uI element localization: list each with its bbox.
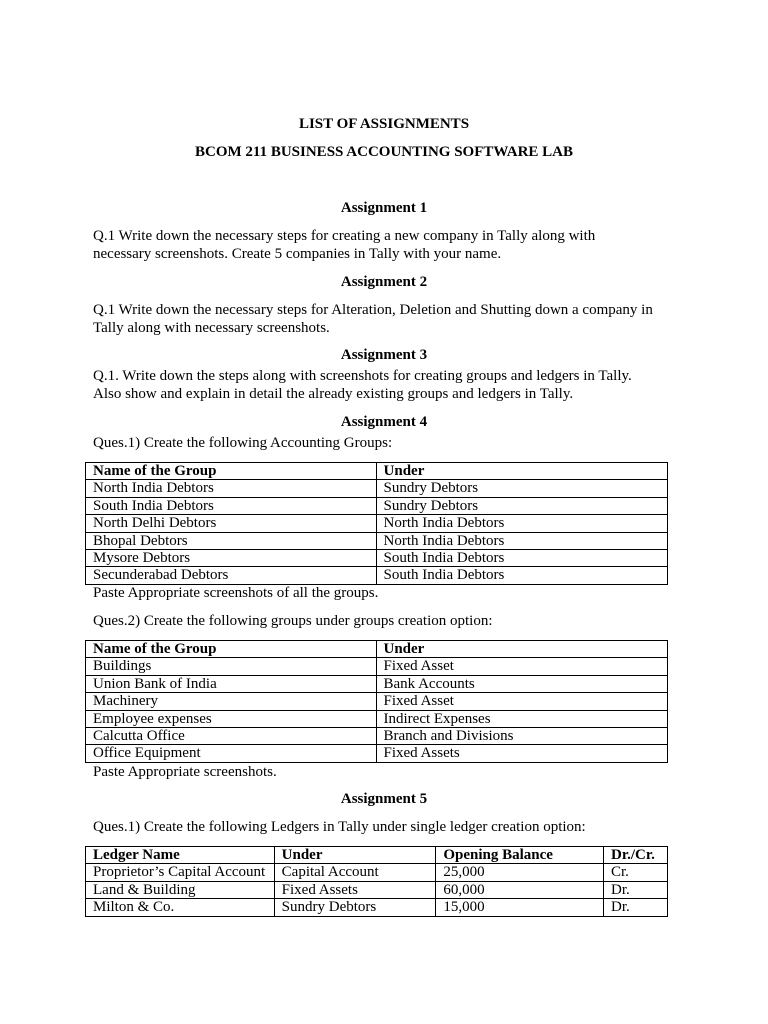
table-cell: Employee expenses — [86, 710, 377, 727]
column-header: Opening Balance — [436, 847, 604, 864]
document-subtitle: BCOM 211 BUSINESS ACCOUNTING SOFTWARE LAB — [195, 144, 573, 160]
assignment-3-line-2: Also show and explain in detail the already existing groups and ledgers in Tally. — [93, 386, 574, 402]
table-cell: Land & Building — [86, 881, 275, 898]
assignment-2-line-2: Tally along with necessary screenshots. — [93, 320, 330, 336]
table-cell: North India Debtors — [86, 480, 377, 497]
table-cell: Union Bank of India — [86, 675, 377, 692]
column-header: Under — [376, 641, 668, 658]
table-header-row — [86, 463, 668, 480]
assignment-2-heading: Assignment 2 — [340, 274, 428, 290]
table-cell: Mysore Debtors — [86, 549, 377, 566]
assignment-3-heading: Assignment 3 — [340, 347, 428, 363]
table-cell: Calcutta Office — [86, 727, 377, 744]
assignment-4-question-2: Ques.2) Create the following groups under groups creation option: — [93, 613, 493, 629]
table-cell: Bank Accounts — [376, 675, 668, 692]
document-title: LIST OF ASSIGNMENTS — [298, 116, 470, 132]
table-cell: Buildings — [86, 658, 377, 675]
table-cell: North India Debtors — [376, 515, 667, 532]
table-cell: Fixed Asset — [376, 693, 668, 710]
table-row — [86, 515, 668, 532]
assignment-5-question-1: Ques.1) Create the following Ledgers in Tally under single ledger creation option: — [93, 819, 586, 835]
table-cell: South India Debtors — [376, 567, 667, 584]
table-cell: 60,000 — [436, 881, 604, 898]
table-row — [86, 658, 668, 675]
column-header: Under — [376, 463, 667, 480]
assignment-4-note-2: Paste Appropriate screenshots. — [93, 764, 277, 780]
column-header: Under — [274, 847, 436, 864]
assignment-3-line-1: Q.1. Write down the steps along with screenshots for creating groups and ledgers in Tally. — [93, 368, 632, 384]
assignment-4-heading: Assignment 4 — [340, 414, 428, 430]
table-cell: Dr. — [604, 881, 668, 898]
table-cell: Machinery — [86, 693, 377, 710]
group-creation-table — [85, 640, 668, 763]
table-row — [86, 532, 668, 549]
table-cell: Office Equipment — [86, 745, 377, 762]
assignment-4-question-1: Ques.1) Create the following Accounting Groups: — [93, 435, 393, 451]
table-cell: Bhopal Debtors — [86, 532, 377, 549]
table-row — [86, 710, 668, 727]
table-header-row — [86, 847, 668, 864]
table-cell: Fixed Asset — [376, 658, 668, 675]
assignment-1-heading: Assignment 1 — [340, 200, 428, 216]
table-row — [86, 549, 668, 566]
table-cell: North India Debtors — [376, 532, 667, 549]
assignment-5-heading: Assignment 5 — [340, 791, 428, 807]
table-cell: Capital Account — [274, 864, 436, 881]
table-cell: Sundry Debtors — [376, 497, 667, 514]
assignment-4-note-1: Paste Appropriate screenshots of all the groups. — [93, 585, 379, 601]
table-row — [86, 727, 668, 744]
table-row — [86, 899, 668, 916]
table-cell: Indirect Expenses — [376, 710, 668, 727]
accounting-groups-table — [85, 462, 668, 585]
ledger-creation-table — [85, 846, 668, 917]
table-row — [86, 567, 668, 584]
table-cell: Milton & Co. — [86, 899, 275, 916]
table-cell: Fixed Assets — [274, 881, 436, 898]
table-cell: Proprietor’s Capital Account — [86, 864, 275, 881]
table-cell: South India Debtors — [376, 549, 667, 566]
table-row — [86, 675, 668, 692]
table-cell: Branch and Divisions — [376, 727, 668, 744]
table-cell: 25,000 — [436, 864, 604, 881]
assignment-2-line-1: Q.1 Write down the necessary steps for Alteration, Deletion and Shutting down a company in — [93, 302, 653, 318]
table-row — [86, 480, 668, 497]
table-cell: Cr. — [604, 864, 668, 881]
table-row — [86, 864, 668, 881]
table-row — [86, 745, 668, 762]
table-row — [86, 693, 668, 710]
table-row — [86, 881, 668, 898]
column-header: Dr./Cr. — [604, 847, 668, 864]
column-header: Name of the Group — [86, 463, 377, 480]
column-header: Ledger Name — [86, 847, 275, 864]
table-row — [86, 497, 668, 514]
table-cell: Sundry Debtors — [376, 480, 667, 497]
table-cell: 15,000 — [436, 899, 604, 916]
assignment-1-line-1: Q.1 Write down the necessary steps for creating a new company in Tally along with — [93, 228, 596, 244]
table-cell: Fixed Assets — [376, 745, 668, 762]
assignment-1-line-2: necessary screenshots. Create 5 companies in Tally with your name. — [93, 246, 502, 262]
table-header-row — [86, 641, 668, 658]
table-cell: Sundry Debtors — [274, 899, 436, 916]
table-cell: Dr. — [604, 899, 668, 916]
table-cell: South India Debtors — [86, 497, 377, 514]
table-cell: North Delhi Debtors — [86, 515, 377, 532]
column-header: Name of the Group — [86, 641, 377, 658]
table-cell: Secunderabad Debtors — [86, 567, 377, 584]
